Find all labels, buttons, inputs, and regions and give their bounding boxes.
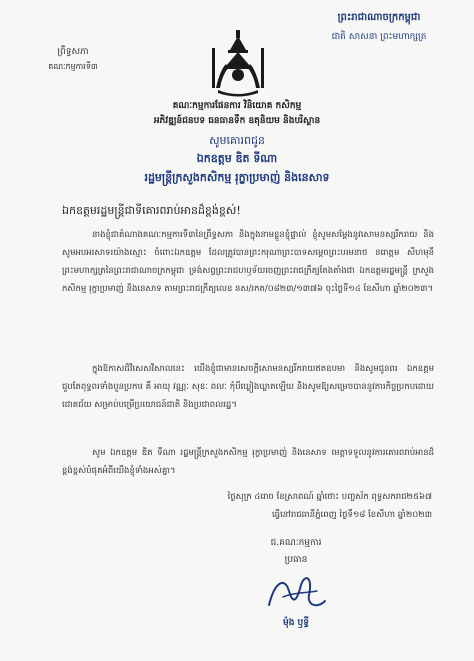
lunar-date: ថ្ងៃសុក្រ ៤រោច ខែស្រាពណ៍ ឆ្នាំថោះ បញ្ចស័ក ពុទ្ធសករាជ២៥៦៧	[227, 492, 432, 502]
respectfully-to: សូមគោរពជូន	[209, 134, 265, 147]
gregorian-date: ធ្វើនៅរាជធានីភ្នំពេញ ថ្ងៃទី១៨ ខែសីហា ឆ្នាំ២០២៣	[271, 510, 432, 520]
commission-subtitle: អភិវឌ្ឍន៍ជនបទ ធនធានទឹក ឧតុនិយម និងបរិស្ថាន	[153, 116, 321, 126]
senate-header	[28, 46, 118, 73]
recipient-block	[80, 100, 394, 187]
on-behalf-of: ជ.គណៈកម្មការ	[270, 538, 322, 548]
signature-block	[236, 537, 356, 630]
body-paragraph-1: នាងខ្ញុំជាតំណាងគណៈកម្មការទី៣នៃព្រឹទ្ធសភា និងក្នុងនាមខ្លួនខ្ញុំផ្ទាល់ ខ្ញុំសូមសម្តែងនូវសោមនស្សរីករាយ និងសូមអបអរសាទរយ៉ាងស្មោះ ចំពោះឯកឧត្តម ដែលត្រូវបានព្រះករុណាព្រះបាទសម្តេចព្រះបរមនាថ នរោត្តម សីហមុនី ព្រះមហាក្សត្រនៃព្រះរាជាណាចក្រកម្ពុជា ទ្រង់សព្វព្រះរាជហឫទ័យចេញព្រះរាជក្រឹត្យតែងតាំងជា ឯកឧត្តមរដ្ឋមន្ត្រី ក្រសួងកសិកម្ម រុក្ខាប្រមាញ់ និងនេសាទ តាមព្រះរាជក្រឹត្យលេខ នស/រកត/០៨២៣/១៣៧៦ ចុះថ្ងៃទី១៤ ខែសីហា ឆ្នាំ២០២៣។	[62, 230, 434, 294]
national-motto: ជាតិ សាសនា ព្រះមហាក្សត្រ	[331, 32, 427, 42]
signer-name: ម៉ុង ឫទ្ធី	[283, 618, 309, 628]
date-block	[192, 488, 432, 524]
signer-role: ប្រធាន	[284, 555, 308, 565]
royal-emblem-icon	[210, 28, 266, 98]
body-paragraph-3: សូម ឯកឧត្តម ឌិត ទីណា រដ្ឋមន្ត្រីក្រសួងកសិកម្ម រុក្ខាប្រមាញ់ និងនេសាទ មេត្តាទទួលនូវការគោរពរាប់អានដ៏ខ្ពង់ខ្ពស់បំផុតអំពីយើងខ្ញុំទាំងអស់គ្នា។	[62, 448, 434, 476]
commission-title: គណៈកម្មការផែនការ វិនិយោគ កសិកម្ម	[172, 101, 302, 111]
kingdom-header	[304, 10, 454, 44]
kingdom-name: ព្រះរាជាណាចក្រកម្ពុជា	[337, 12, 421, 23]
recipient-title: រដ្ឋមន្ត្រីក្រសួងកសិកម្ម រុក្ខាប្រមាញ់ និងនេសាទ	[144, 171, 330, 184]
body-paragraph-2: ក្នុងឱកាសដ៏វិសេសវិសាលនេះ យើងខ្ញុំជាមានសេចក្តីសោមនស្សរីករាយឥតឧបមា និងសូមជូនពរ ឯកឧត្តម ជួបតែពុទ្ធពរទាំងបួនប្រការ គឺ អាយុ វណ្ណៈ សុខៈ ពលៈ កុំបីឃ្លៀងឃ្លាតឡើយ និងសូមឱ្យសម្រេចបាននូវភារកិច្ចប្រកបដោយជោគជ័យ សម្រាប់បម្រើប្រយោជន៍ជាតិ និងប្រជាពលរដ្ឋ។	[62, 364, 434, 410]
salutation: ឯកឧត្តមរដ្ឋមន្ត្រីជាទីគោរពរាប់អានដ៏ខ្ពង់ខ្ពស់!	[62, 204, 241, 217]
handwritten-signature-icon	[261, 571, 331, 615]
recipient-name: ឯកឧត្តម ឌិត ទីណា	[196, 152, 278, 165]
commission-name: គណៈកម្មការទី៣	[48, 62, 98, 71]
senate-name: ព្រឹទ្ធសភា	[57, 47, 89, 57]
